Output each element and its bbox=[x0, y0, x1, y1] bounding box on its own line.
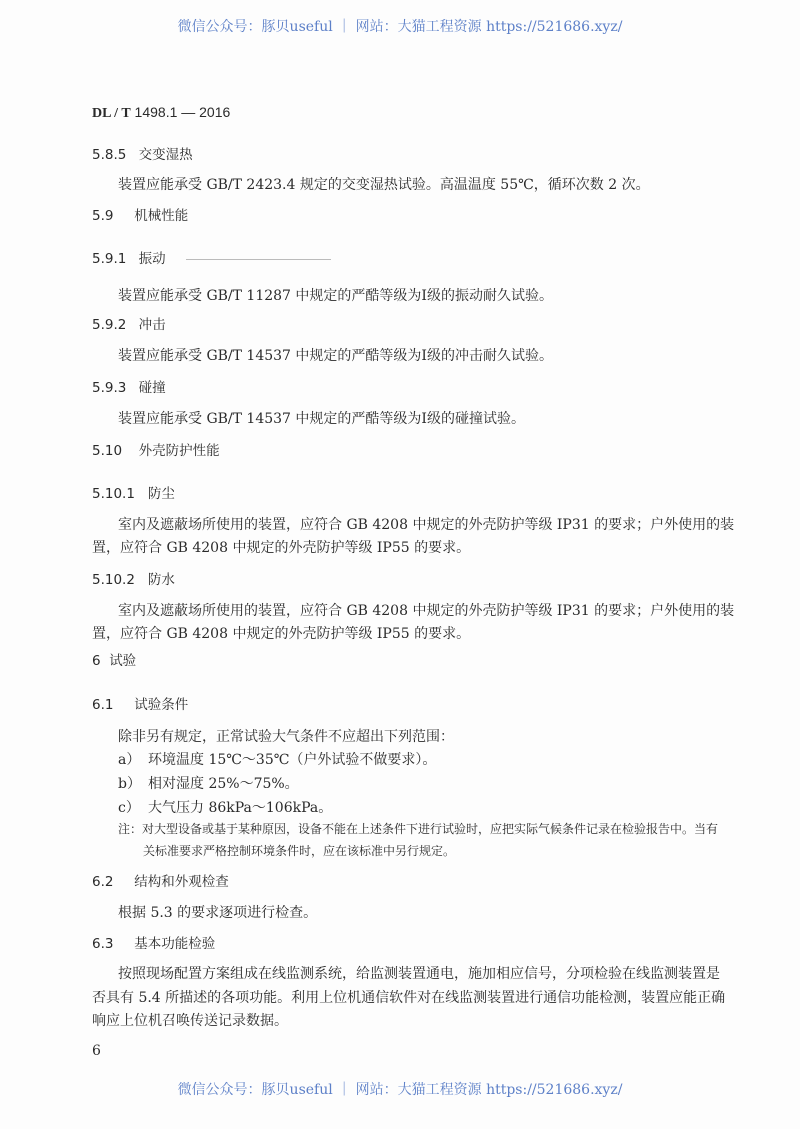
note-line: 关标准要求严格控制环境条件时，应在该标准中另行规定。 bbox=[143, 844, 456, 858]
section-number: 5.9 bbox=[92, 208, 114, 224]
paragraph: 装置应能承受 GB/T 14537 中规定的严酷等级为Ⅰ级的碰撞试验。 bbox=[118, 411, 525, 427]
section-number: 6.1 bbox=[92, 697, 114, 713]
section-title: 振动 bbox=[138, 251, 166, 267]
section-number: 5.9.3 bbox=[92, 380, 127, 396]
list-label: c） bbox=[118, 800, 140, 816]
heading-5-10-1 bbox=[92, 485, 175, 503]
paragraph: 装置应能承受 GB/T 14537 中规定的严酷等级为Ⅰ级的冲击耐久试验。 bbox=[118, 348, 553, 364]
paragraph-line: 按照现场配置方案组成在线监测系统，给监测装置通电，施加相应信号，分项检验在线监测装置是 bbox=[118, 966, 720, 982]
heading-5-10-2 bbox=[92, 571, 175, 589]
list-item bbox=[118, 799, 332, 817]
section-number: 5.10.1 bbox=[92, 486, 135, 502]
section-number: 5.10 bbox=[92, 443, 123, 459]
list-text: 相对湿度 25%～75%。 bbox=[148, 776, 299, 792]
heading-6 bbox=[92, 652, 136, 670]
list-text: 环境温度 15℃～35℃（户外试验不做要求）。 bbox=[148, 752, 437, 768]
page-number: 6 bbox=[92, 1043, 101, 1059]
paragraph-line: 置，应符合 GB 4208 中规定的外壳防护等级 IP55 的要求。 bbox=[92, 540, 471, 556]
section-number: 5.9.2 bbox=[92, 317, 127, 333]
heading-6-2 bbox=[92, 873, 229, 891]
heading-5-10 bbox=[92, 442, 220, 460]
heading-5-9-2 bbox=[92, 316, 166, 334]
section-number: 5.10.2 bbox=[92, 572, 135, 588]
section-title: 基本功能检验 bbox=[134, 936, 216, 952]
section-title: 冲击 bbox=[138, 317, 166, 333]
section-number: 5.9.1 bbox=[92, 251, 127, 267]
heading-5-9-3 bbox=[92, 379, 166, 397]
list-label: a） bbox=[118, 752, 141, 768]
section-title: 试验 bbox=[109, 653, 137, 669]
paragraph: 装置应能承受 GB/T 2423.4 规定的交变湿热试验。高温温度 55℃，循环次数 2 次。 bbox=[118, 177, 650, 193]
section-title: 防尘 bbox=[147, 486, 175, 502]
note-line: 注：对大型设备或基于某种原因，设备不能在上述条件下进行试验时，应把实际气候条件记录在检验报告中。当有 bbox=[118, 822, 719, 836]
watermark-top: 微信公众号：豚贝useful ｜ 网站：大猫工程资源 https://521686.xyz/ bbox=[177, 19, 623, 35]
heading-6-1 bbox=[92, 696, 188, 714]
paragraph: 根据 5.3 的要求逐项进行检查。 bbox=[118, 905, 318, 921]
section-title: 外壳防护性能 bbox=[138, 443, 220, 459]
section-title: 交变湿热 bbox=[138, 147, 193, 163]
list-text: 大气压力 86kPa～106kPa。 bbox=[148, 800, 333, 816]
paragraph: 除非另有规定，正常试验大气条件不应超出下列范围： bbox=[118, 729, 454, 745]
watermark-bottom: 微信公众号：豚贝useful ｜ 网站：大猫工程资源 https://521686.xyz/ bbox=[177, 1082, 623, 1098]
heading-5-9 bbox=[92, 207, 188, 225]
list-item bbox=[118, 775, 299, 793]
section-title: 试验条件 bbox=[134, 697, 189, 713]
section-number: 5.8.5 bbox=[92, 147, 127, 163]
list-label: b） bbox=[118, 776, 141, 792]
paragraph-line: 室内及遮蔽场所使用的装置，应符合 GB 4208 中规定的外壳防护等级 IP31 的要求；户外使用的装 bbox=[118, 517, 735, 533]
section-title: 机械性能 bbox=[134, 208, 189, 224]
heading-6-3 bbox=[92, 935, 215, 953]
scan-line-artifact bbox=[186, 259, 331, 260]
standard-number: 1498.1 — 2016 bbox=[134, 104, 231, 120]
heading-5-9-1 bbox=[92, 250, 166, 268]
list-item bbox=[118, 751, 436, 769]
standard-code bbox=[92, 103, 230, 123]
section-title: 结构和外观检查 bbox=[134, 874, 229, 890]
section-number: 6.3 bbox=[92, 936, 114, 952]
heading-5-8-5 bbox=[92, 146, 193, 164]
paragraph-line: 否具有 5.4 所描述的各项功能。利用上位机通信软件对在线监测装置进行通信功能检测，装置应能正确 bbox=[92, 990, 726, 1006]
section-number: 6.2 bbox=[92, 874, 114, 890]
section-title: 碰撞 bbox=[138, 380, 166, 396]
paragraph-line: 室内及遮蔽场所使用的装置，应符合 GB 4208 中规定的外壳防护等级 IP31 的要求；户外使用的装 bbox=[118, 603, 735, 619]
paragraph: 装置应能承受 GB/T 11287 中规定的严酷等级为Ⅰ级的振动耐久试验。 bbox=[118, 288, 553, 304]
paragraph-line: 响应上位机召唤传送记录数据。 bbox=[92, 1013, 288, 1029]
standard-prefix: DL / T bbox=[92, 106, 131, 121]
paragraph-line: 置，应符合 GB 4208 中规定的外壳防护等级 IP55 的要求。 bbox=[92, 626, 471, 642]
section-number: 6 bbox=[92, 653, 101, 669]
section-title: 防水 bbox=[147, 572, 175, 588]
